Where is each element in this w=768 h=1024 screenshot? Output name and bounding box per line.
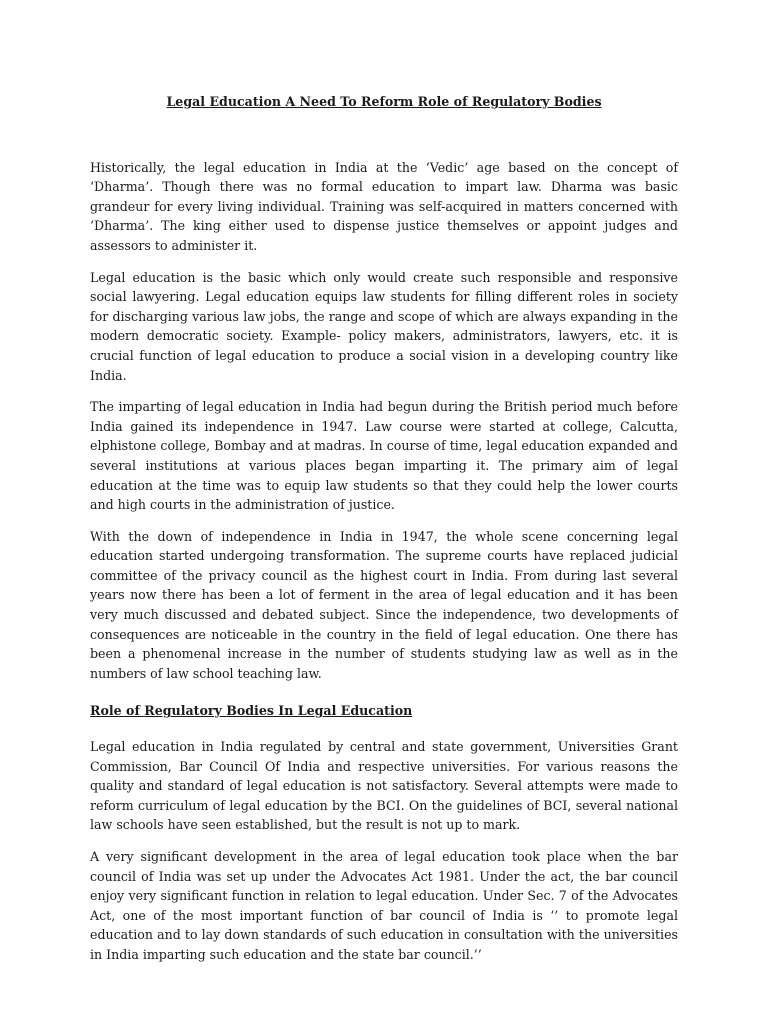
paragraph-vedic-history: Historically, the legal education in India at the ‘Vedic’ age based on the concept of ‘Dharma’. Though there was no formal education to impart law. Dharma was basic grandeur for every living individual. Training was self-acquired in matters concerned with ‘Dharma’. The king either used to dispense justice themselves or appoint judges and assessors to administer it. xyxy=(90,159,678,253)
paragraph-independence: With the down of independence in India in 1947, the whole scene concerning legal education started undergoing transformation. The supreme courts have replaced judicial committee of the privacy council as the highest court in India. From during last several years now there has been a lot of ferment in the area of legal education and it has been very much discussed and debated subject. Since the independence, two developments of consequences are noticeable in the country in the field of legal education. One there has been a phenomenal increase in the number of students studying law as well as in the numbers of law school teaching law. xyxy=(90,528,678,681)
document-page xyxy=(90,92,678,977)
document-title: Legal Education A Need To Reform Role of Regulatory Bodies xyxy=(166,94,602,109)
section-heading: Role of Regulatory Bodies In Legal Education xyxy=(90,703,413,719)
paragraph-legal-education-role: Legal education is the basic which only would create such responsible and responsive social lawyering. Legal education equips law students for filling different roles in society for discharging various law jobs, the range and scope of which are always expanding in the modern democratic society. Example- policy makers, administrators, lawyers, etc. it is crucial function of legal education to produce a social vision in a developing country like India. xyxy=(90,269,678,383)
paragraph-regulation: Legal education in India regulated by central and state government, Universities Grant Commission, Bar Council Of India and respective universities. For various reasons the quality and standard of legal education is not satisfactory. Several attempts were made to reform curriculum of legal education by the BCI. On the guidelines of BCI, several national law schools have seen established, but the result is not up to mark. xyxy=(90,739,678,833)
paragraph-british-period: The imparting of legal education in India had begun during the British period much before India gained its independence in 1947. Law course were started at college, Calcutta, elphistone college, Bombay and at madras. In course of time, legal education expanded and several institutions at various places began imparting it. The primary aim of legal education at the time was to equip law students so that they could help the lower courts and high courts in the administration of justice. xyxy=(90,399,678,513)
paragraph-advocates-act: A very significant development in the area of legal education took place when the bar council of India was set up under the Advocates Act 1981. Under the act, the bar council enjoy very significant function in relation to legal education. Under Sec. 7 of the Advocates Act, one of the most important function of bar council of India is ‘’ to promote legal education and to lay down standards of such education in consultation with the universities in India imparting such education and the state bar council.’’ xyxy=(90,849,678,962)
